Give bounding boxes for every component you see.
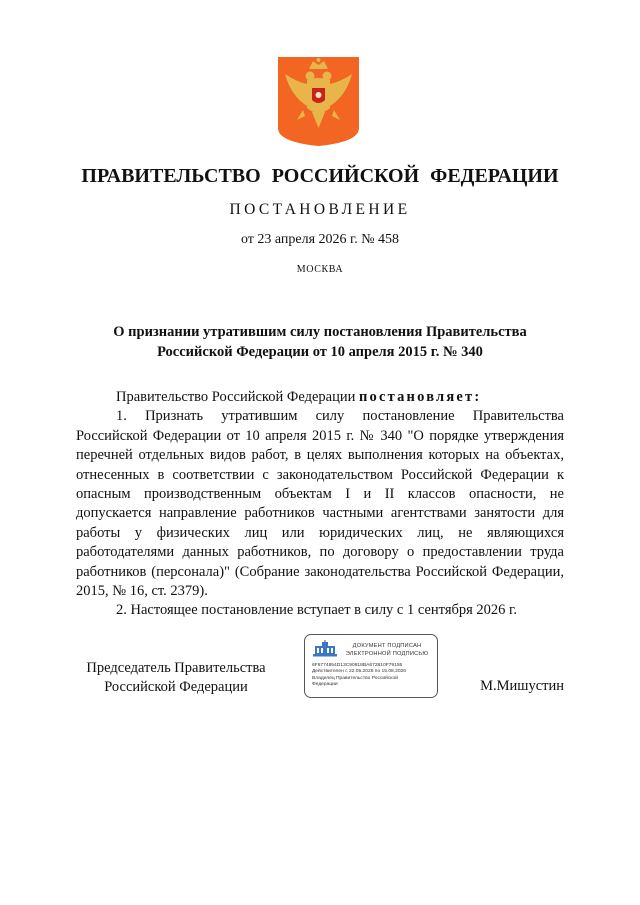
government-title: ПРАВИТЕЛЬСТВО РОССИЙСКОЙ ФЕДЕРАЦИИ: [81, 165, 559, 187]
government-building-icon: [311, 640, 339, 658]
subject-line-2: Российской Федерации от 10 апреля 2015 г. № 340: [157, 344, 483, 360]
stamp-title-line-2: ЭЛЕКТРОННОЙ ПОДПИСЬЮ: [345, 650, 429, 657]
document-city: МОСКВА: [296, 264, 344, 275]
body-item-1: 1. Признать утратившим силу постановление Правительства Российской Федерации от 10 апреля 2015 г. № 340 "О порядке утверждения перечней отдельных видов работ, в целях выполнения которых на объектах, отнесенных в соответствии с законодательством Российской Федерации к опасным производственным объектам I и II классов опасности, не допускается направление работников частными агентствами занятости для работы у физических лиц или юридических лиц, не являющихся работодателями данных работников, по договору о предоставлении труда работников (персонала)" (Собрание законодательства Российской Федерации, 2015, № 16, ст. 2379).: [76, 408, 564, 600]
document-type: ПОСТАНОВЛЕНИЕ: [229, 201, 411, 218]
stamp-details: [312, 663, 436, 689]
document-date-number: от 23 апреля 2026 г. № 458: [240, 232, 400, 247]
signatory-position-line-1: Председатель Правительства: [86, 660, 266, 676]
body-item-2: 2. Настоящее постановление вступает в силу с 1 сентября 2026 г.: [116, 602, 517, 619]
intro-spaced-verb: постановляет:: [358, 389, 482, 405]
subject-line-1: О признании утратившим силу постановления Правительства: [113, 324, 527, 340]
stamp-owner-line-1: Владелец Правительство Российской: [312, 675, 398, 681]
stamp-certificate-serial: 6F6774854D13C90818BA672810F79155: [312, 663, 403, 668]
stamp-owner-line-2: Федерации: [312, 682, 338, 688]
coat-of-arms-icon: [277, 56, 360, 147]
stamp-title-line-1: ДОКУМЕНТ ПОДПИСАН: [352, 643, 422, 649]
signatory-position-line-2: Российской Федерации: [104, 679, 248, 695]
stamp-validity: Действителен с 22.05.2025 по 15.08.2026: [312, 669, 406, 675]
body-intro: [76, 388, 564, 407]
document-subject: [60, 322, 580, 362]
intro-text: Правительство Российской Федерации: [116, 389, 359, 405]
document-body: [76, 388, 564, 621]
electronic-signature-stamp: [304, 634, 438, 698]
signatory-position: [76, 659, 276, 697]
signatory-name: М.Мишустин: [480, 678, 564, 694]
stamp-title: [341, 643, 433, 658]
